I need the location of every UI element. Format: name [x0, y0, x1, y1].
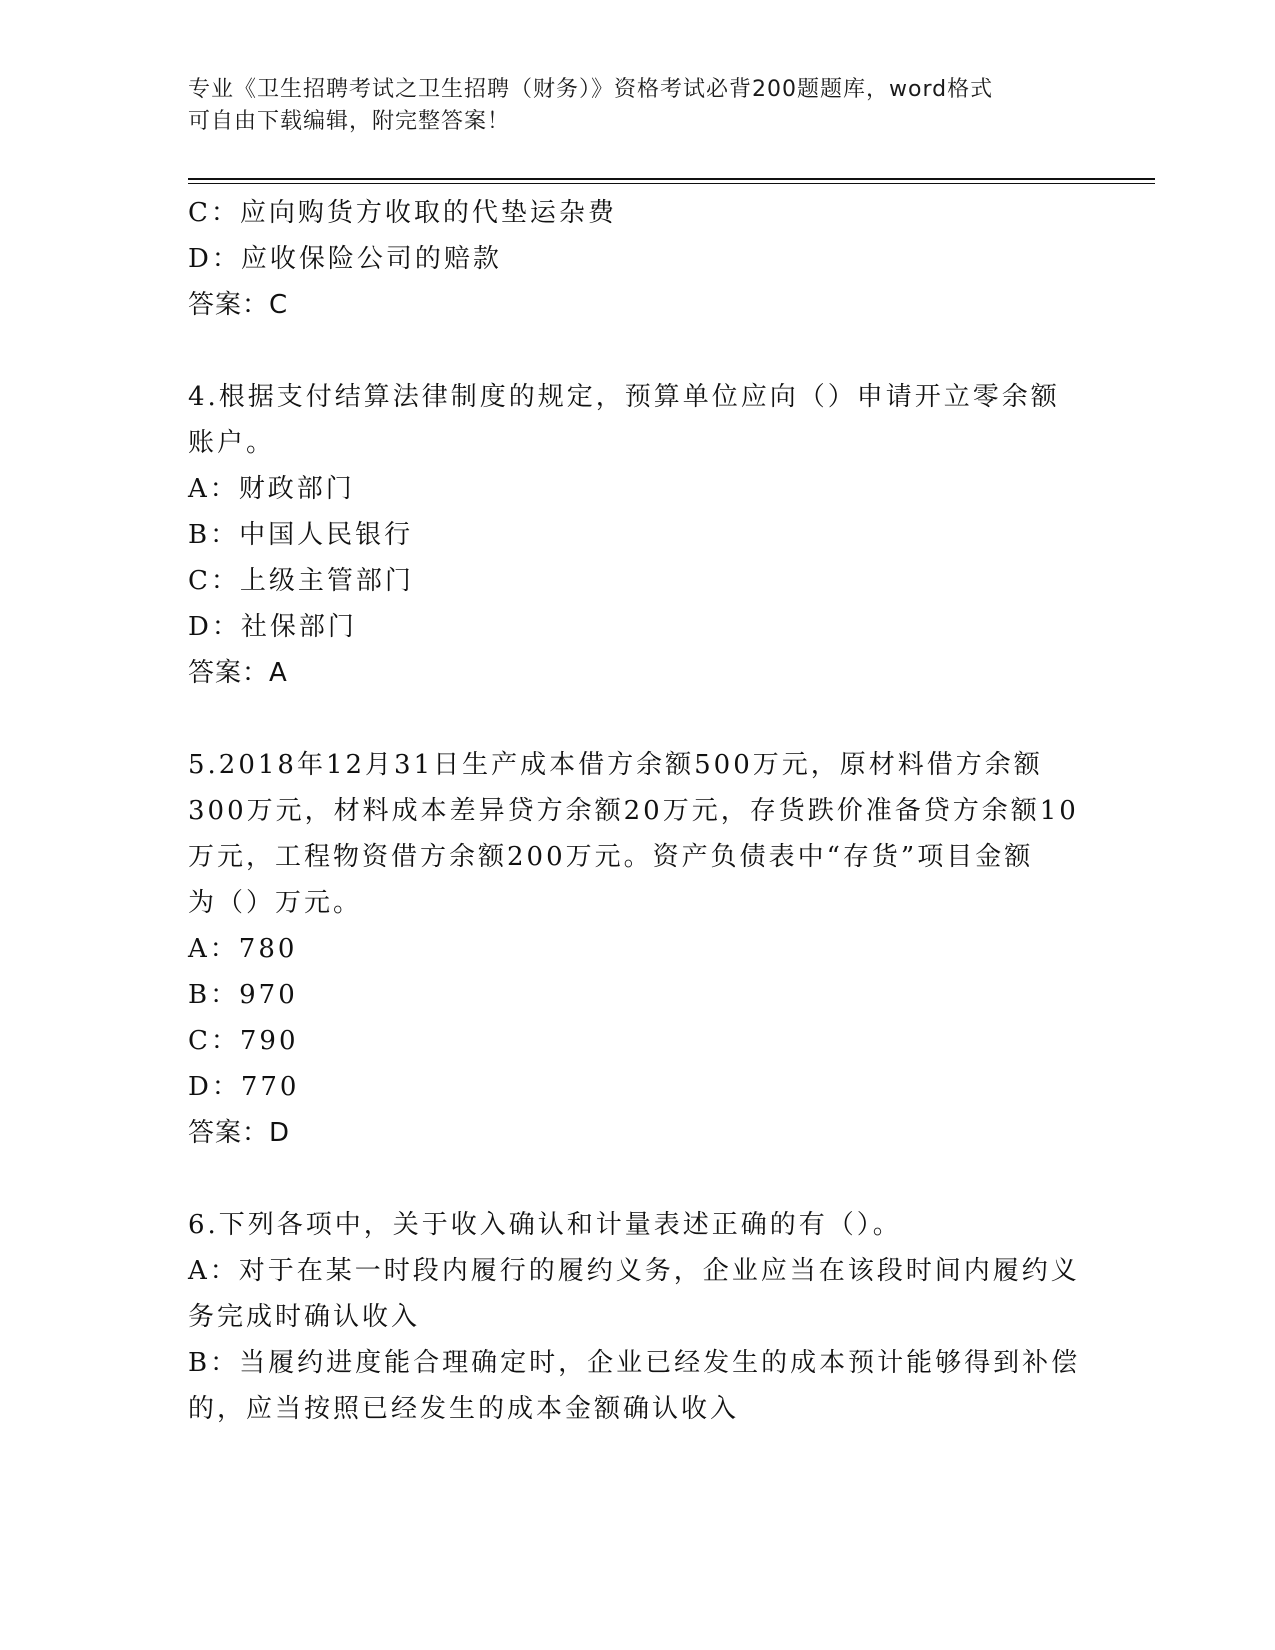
q4-option-b: B：中国人民银行 — [188, 520, 414, 550]
spacer — [188, 1156, 1088, 1202]
question-3-tail — [188, 190, 1088, 328]
q6-option-a-line-2: 务完成时确认收入 — [188, 1302, 421, 1332]
header-rule-thick — [188, 178, 1155, 180]
q5-answer: 答案：D — [188, 1118, 291, 1148]
header-line-2: 可自由下载编辑，附完整答案！ — [188, 109, 511, 134]
question-4 — [188, 374, 1088, 696]
q4-answer: 答案：A — [188, 658, 288, 688]
q6-stem-line-1: 6.下列各项中，关于收入确认和计量表述正确的有（）。 — [188, 1210, 902, 1240]
question-6 — [188, 1202, 1088, 1432]
header-rule-thin — [188, 183, 1155, 184]
q5-stem-line-2: 300万元，材料成本差异贷方余额20万元，存货跌价准备贷方余额10 — [188, 796, 1079, 826]
q3-option-c: C：应向购货方收取的代垫运杂费 — [188, 198, 617, 228]
q6-option-b-line-1: B：当履约进度能合理确定时，企业已经发生的成本预计能够得到补偿 — [188, 1348, 1081, 1378]
q5-option-c: C：790 — [188, 1026, 299, 1056]
q5-option-a: A：780 — [188, 934, 298, 964]
q3-answer: 答案：C — [188, 290, 289, 320]
q4-option-a: A：财政部门 — [188, 474, 355, 504]
q5-stem-line-1: 5.2018年12月31日生产成本借方余额500万元，原材料借方余额 — [188, 750, 1043, 780]
q5-stem-line-4: 为（）万元。 — [188, 888, 363, 918]
q4-option-c: C：上级主管部门 — [188, 566, 414, 596]
q5-option-d: D：770 — [188, 1072, 300, 1102]
q6-option-b-line-2: 的，应当按照已经发生的成本金额确认收入 — [188, 1394, 740, 1424]
document-header — [188, 74, 1088, 138]
q3-option-d: D：应收保险公司的赔款 — [188, 244, 502, 274]
question-content — [188, 190, 1088, 1432]
q5-stem-line-3: 万元，工程物资借方余额200万元。资产负债表中“存货”项目金额 — [188, 842, 1034, 872]
q4-stem-line-2: 账户。 — [188, 428, 276, 458]
spacer — [188, 328, 1088, 374]
question-5 — [188, 742, 1088, 1156]
q4-option-d: D：社保部门 — [188, 612, 357, 642]
header-line-1: 专业《卫生招聘考试之卫生招聘（财务）》资格考试必背200题题库，word格式 — [188, 77, 994, 102]
q4-stem-line-1: 4.根据支付结算法律制度的规定，预算单位应向（）申请开立零余额 — [188, 382, 1060, 412]
spacer — [188, 696, 1088, 742]
q5-option-b: B：970 — [188, 980, 298, 1010]
q6-option-a-line-1: A：对于在某一时段内履行的履约义务，企业应当在该段时间内履约义 — [188, 1256, 1080, 1286]
